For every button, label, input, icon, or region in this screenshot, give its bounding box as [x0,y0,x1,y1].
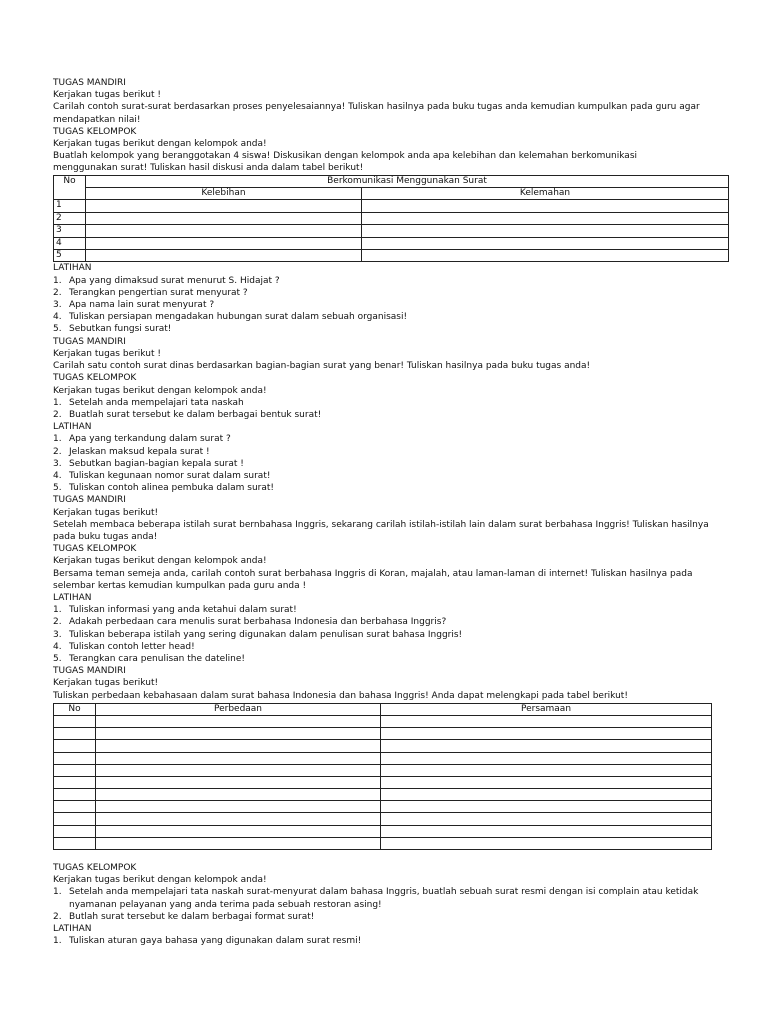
table-cell-no: 3 [54,225,86,237]
table-cell [381,825,712,837]
list-item [53,287,713,299]
list-number: 2. [53,617,62,628]
table-cell [54,801,96,813]
list-text: Buatlah surat tersebut ke dalam berbagai bentuk surat! [69,409,322,420]
table-row [54,825,712,837]
table-perbedaan-persamaan [53,703,712,850]
list-number: 2. [53,287,62,298]
table-cell [96,825,381,837]
table-cell [381,752,712,764]
list-text: Terangkan cara penulisan the dateline! [69,653,246,664]
list-number: 1. [53,275,62,286]
table-row [54,764,712,776]
list-text: Terangkan pengertian surat menyurat ? [69,287,248,298]
instruction: Kerjakan tugas berikut ! [53,90,161,101]
table-cell [86,200,362,212]
table-cell [381,801,712,813]
list-number: 2. [53,911,62,922]
table-cell [96,740,381,752]
task-text: menggunakan surat! Tuliskan hasil diskusi anda dalam tabel berikut! [53,163,364,174]
task-text: Setelah membaca beberapa istilah surat bernbahasa Inggris, sekarang carilah istilah-istilah lain dalam surat berbahasa Inggris! Tuliskan hasilnya [53,519,709,530]
table-header-persamaan: Persamaan [381,703,712,715]
table-cell [54,715,96,727]
task-text: Buatlah kelompok yang beranggotakan 4 siswa! Diskusikan dengan kelompok anda apa kelebihan dan kelemahan berkomunikasi [53,151,638,162]
table-cell [96,752,381,764]
table-row [54,740,712,752]
spacer [53,850,713,862]
task-text: mendapatkan nilai! [53,114,141,125]
table-cell [54,740,96,752]
table-header-kelemahan: Kelemahan [362,188,729,200]
table-cell [362,237,729,249]
list-number: 1. [53,936,62,947]
table-cell [96,715,381,727]
instruction: Kerjakan tugas berikut dengan kelompok anda! [53,385,267,396]
list-text: Tuliskan aturan gaya bahasa yang digunakan dalam surat resmi! [69,936,362,947]
list-number: 2. [53,446,62,457]
list-item [53,604,713,616]
table-cell [54,764,96,776]
table-cell [381,789,712,801]
table-row [54,837,712,849]
table-cell [362,212,729,224]
table-row [54,776,712,788]
list-item [53,482,713,494]
list-number: 5. [53,483,62,494]
table-cell [362,225,729,237]
list-number: 5. [53,324,62,335]
table-cell [96,837,381,849]
table-cell [96,728,381,740]
table-cell [381,715,712,727]
list-text: Setelah anda mempelajari tata naskah surat-menyurat dalam bahasa Inggris, buatlah sebuah surat resmi dengan isi complain atau ketidak [69,887,699,898]
table-row [54,225,729,237]
heading-tugas-mandiri: TUGAS MANDIRI [53,666,126,677]
table-cell [381,837,712,849]
table-cell [96,801,381,813]
list-item [53,911,713,923]
heading-tugas-mandiri: TUGAS MANDIRI [53,78,126,88]
table-header-main: Berkomunikasi Menggunakan Surat [86,175,729,187]
table-cell [381,764,712,776]
list-text: Tuliskan contoh alinea pembuka dalam surat! [69,483,275,494]
table-cell [86,237,362,249]
table-row [54,237,729,249]
list-number: 5. [53,653,62,664]
table-header-perbedaan: Perbedaan [96,703,381,715]
instruction: Kerjakan tugas berikut! [53,507,159,518]
table-row [54,200,729,212]
list-item [53,397,713,409]
list-text: Sebutkan bagian-bagian kepala surat ! [69,458,244,469]
table-cell [54,776,96,788]
table-cell [381,728,712,740]
heading-tugas-mandiri: TUGAS MANDIRI [53,495,126,506]
table-cell [381,813,712,825]
table-row [54,212,729,224]
heading-latihan: LATIHAN [53,924,92,935]
list-text: Apa nama lain surat menyurat ? [69,300,215,311]
task-text: Tuliskan perbedaan kebahasaan dalam surat bahasa Indonesia dan bahasa Inggris! Anda dapat melengkapi pada tabel berikut! [53,690,628,701]
list-text: Tuliskan contoh letter head! [69,641,195,652]
list-number: 1. [53,887,62,898]
list-item [53,458,713,470]
heading-latihan: LATIHAN [53,263,92,274]
table-cell [86,212,362,224]
table-cell [54,825,96,837]
task-text: selembar kertas kemudian kumpulkan pada guru anda ! [53,580,307,591]
list-item [53,275,713,287]
document-content [53,77,713,947]
table-row [54,789,712,801]
instruction: Kerjakan tugas berikut! [53,678,159,689]
instruction: Kerjakan tugas berikut ! [53,348,161,359]
list-number: 1. [53,397,62,408]
list-text: Apa yang terkandung dalam surat ? [69,434,231,445]
list-text: Tuliskan informasi yang anda ketahui dalam surat! [69,605,297,616]
list-number: 3. [53,458,62,469]
table-cell [54,813,96,825]
task-text: pada buku tugas anda! [53,531,158,542]
list-item [53,409,713,421]
heading-tugas-mandiri: TUGAS MANDIRI [53,336,126,347]
list-text: Jelaskan maksud kepala surat ! [69,446,210,457]
list-text: Sebutkan fungsi surat! [69,324,172,335]
list-number: 2. [53,409,62,420]
list-text: Apa yang dimaksud surat menurut S. Hidajat ? [69,275,280,286]
table-cell [96,813,381,825]
heading-tugas-kelompok: TUGAS KELOMPOK [53,544,137,555]
list-item [53,433,713,445]
list-number: 3. [53,300,62,311]
list-item [53,299,713,311]
list-text: nyamanan pelayanan yang anda terima pada sebuah restoran asing! [69,899,382,910]
list-text: Tuliskan beberapa istilah yang sering digunakan dalam penulisan surat bahasa Inggris! [69,629,463,640]
table-cell [54,752,96,764]
heading-latihan: LATIHAN [53,592,92,603]
heading-tugas-kelompok: TUGAS KELOMPOK [53,373,137,384]
heading-tugas-kelompok: TUGAS KELOMPOK [53,126,137,137]
table-row [54,728,712,740]
list-number: 3. [53,629,62,640]
table-cell [86,225,362,237]
table-row [54,813,712,825]
instruction: Kerjakan tugas berikut dengan kelompok anda! [53,556,267,567]
list-item [53,653,713,665]
heading-latihan: LATIHAN [53,422,92,433]
list-item [53,323,713,335]
table-cell [381,776,712,788]
table-kelebihan-kelemahan [53,175,729,263]
table-cell [362,250,729,262]
list-item [53,470,713,482]
table-header-kelebihan: Kelebihan [86,188,362,200]
table-cell [96,776,381,788]
table-row [54,715,712,727]
list-number: 1. [53,605,62,616]
table-cell-no: 4 [54,237,86,249]
list-item [53,641,713,653]
list-text: Adakah perbedaan cara menulis surat berbahasa Indonesia dan berbahasa Inggris? [69,617,447,628]
table-cell [54,837,96,849]
table-cell [96,789,381,801]
list-text: Butlah surat tersebut ke dalam berbagai format surat! [69,911,315,922]
table-row [54,801,712,813]
task-text: Carilah satu contoh surat dinas berdasarkan bagian-bagian surat yang benar! Tuliskan hasilnya pada buku tugas anda! [53,361,591,372]
task-text: Carilah contoh surat-surat berdasarkan proses penyelesaiannya! Tuliskan hasilnya pada buku tugas anda kemudian kumpulkan pada guru agar [53,102,700,113]
list-item [53,616,713,628]
list-number: 4. [53,312,62,323]
table-cell [381,740,712,752]
list-item [53,886,713,910]
table-cell-no: 1 [54,200,86,212]
list-item [53,629,713,641]
task-text: Bersama teman semeja anda, carilah contoh surat berbahasa Inggris di Koran, majalah, atau laman-laman di internet! Tuliskan hasilnya pada [53,568,693,579]
table-cell [96,764,381,776]
table-cell-no: 5 [54,250,86,262]
list-text: Tuliskan persiapan mengadakan hubungan surat dalam sebuah organisasi! [69,312,408,323]
table-header-no: No [54,175,86,200]
table-cell [54,728,96,740]
table-cell [54,789,96,801]
table-row [54,250,729,262]
table-cell-no: 2 [54,212,86,224]
instruction: Kerjakan tugas berikut dengan kelompok anda! [53,139,267,150]
list-number: 1. [53,434,62,445]
list-item [53,311,713,323]
table-row [54,752,712,764]
list-item [53,446,713,458]
table-header-no: No [54,703,96,715]
heading-tugas-kelompok: TUGAS KELOMPOK [53,863,137,874]
table-cell [362,200,729,212]
list-text: Tuliskan kegunaan nomor surat dalam surat! [69,470,271,481]
list-item [53,935,713,947]
table-cell [86,250,362,262]
list-number: 4. [53,470,62,481]
instruction: Kerjakan tugas berikut dengan kelompok anda! [53,875,267,886]
list-number: 4. [53,641,62,652]
list-text: Setelah anda mempelajari tata naskah [69,397,244,408]
